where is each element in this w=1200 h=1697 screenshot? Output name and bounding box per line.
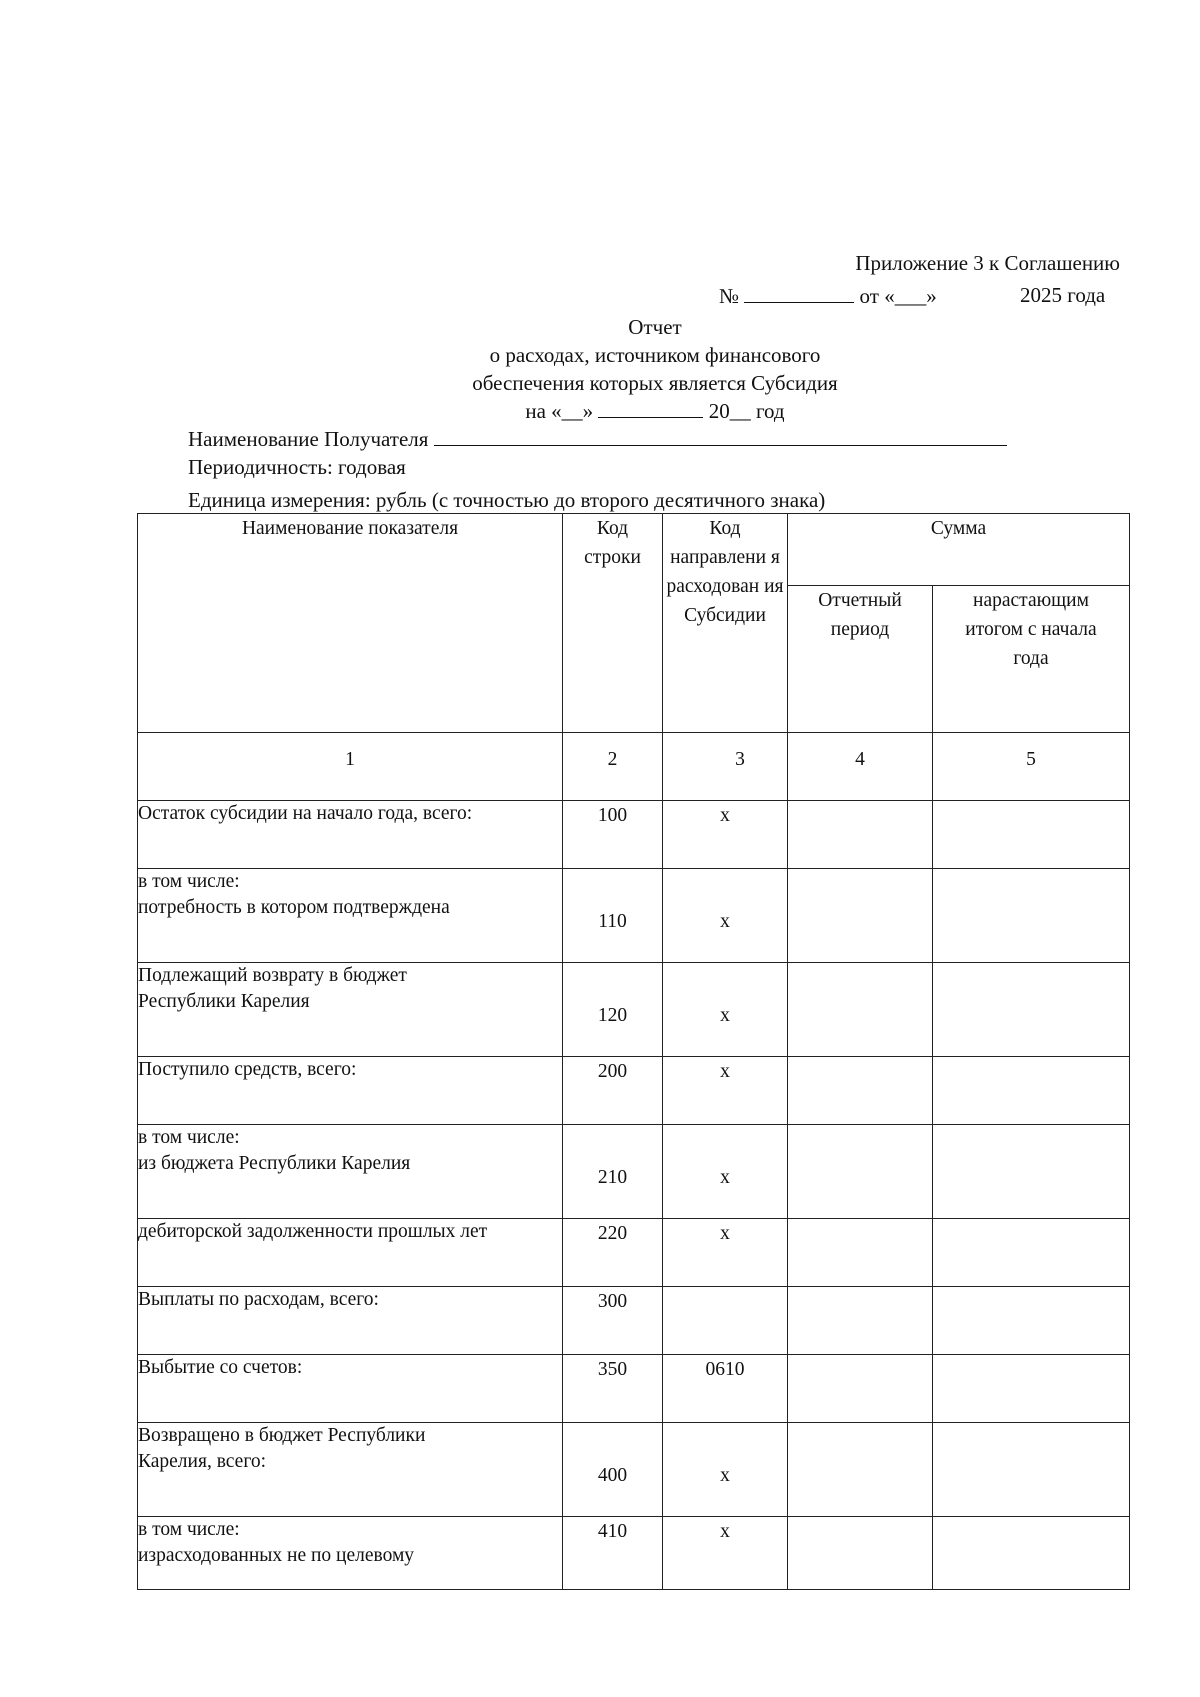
- row-code: 400: [563, 1423, 663, 1517]
- row-indicator-name: Остаток субсидии на начало года, всего:: [138, 801, 563, 869]
- report-date-month-blank[interactable]: [598, 397, 703, 418]
- header-cumulative: нарастающим итогом с начала года: [933, 586, 1130, 733]
- report-date-suffix: год: [755, 399, 785, 423]
- table-row: [138, 869, 1130, 963]
- row-code: 120: [563, 963, 663, 1057]
- agreement-date: от «___»: [859, 284, 937, 308]
- report-date-year: 20__: [708, 399, 751, 423]
- row-direction-code: x: [663, 1517, 788, 1590]
- row-cumulative-value[interactable]: [933, 869, 1130, 963]
- row-direction-code: x: [663, 1423, 788, 1517]
- table-row: [138, 1125, 1130, 1219]
- row-indicator-name: Выплаты по расходам, всего:: [138, 1287, 563, 1355]
- recipient-line: [188, 425, 1007, 452]
- row-cumulative-value[interactable]: [933, 1125, 1130, 1219]
- number-sign: №: [719, 284, 740, 308]
- row-direction-code: x: [663, 1057, 788, 1125]
- table-row: [138, 801, 1130, 869]
- row-direction-code: x: [663, 1125, 788, 1219]
- col-number-3: 3: [663, 733, 788, 801]
- row-cumulative-value[interactable]: [933, 1287, 1130, 1355]
- row-direction-code: x: [663, 963, 788, 1057]
- header-sum: Сумма: [788, 514, 1130, 586]
- row-cumulative-value[interactable]: [933, 801, 1130, 869]
- row-indicator-name: Выбытие со счетов:: [138, 1355, 563, 1423]
- row-indicator-name: Поступило средств, всего:: [138, 1057, 563, 1125]
- row-indicator-name: Подлежащий возврату в бюджет Республики Карелия: [138, 963, 563, 1057]
- header-row-code: Код строки: [563, 514, 663, 733]
- agreement-number-blank[interactable]: [744, 282, 854, 303]
- row-code: 350: [563, 1355, 663, 1423]
- row-direction-code: [663, 1287, 788, 1355]
- row-period-value[interactable]: [788, 1287, 933, 1355]
- row-indicator-name: в том числе: из бюджета Республики Карелия: [138, 1125, 563, 1219]
- header-direction-code: Код направлени я расходован ия Субсидии: [663, 514, 788, 733]
- row-period-value[interactable]: [788, 801, 933, 869]
- row-indicator-name: в том числе: потребность в котором подтверждена: [138, 869, 563, 963]
- appendix-label: Приложение 3 к Соглашению: [855, 251, 1120, 275]
- table-row: [138, 1057, 1130, 1125]
- table-row: [138, 1517, 1130, 1590]
- row-period-value[interactable]: [788, 1423, 933, 1517]
- report-subtitle-1: о расходах, источником финансового: [489, 343, 821, 367]
- recipient-label: Наименование Получателя: [188, 427, 429, 451]
- row-direction-code: x: [663, 801, 788, 869]
- row-cumulative-value[interactable]: [933, 1355, 1130, 1423]
- agreement-number-line: [719, 282, 937, 309]
- measurement-unit: Единица измерения: рубль (с точностью до второго десятичного знака): [188, 488, 826, 512]
- row-code: 210: [563, 1125, 663, 1219]
- header-row-1: [138, 514, 1130, 586]
- row-period-value[interactable]: [788, 1125, 933, 1219]
- report-subtitle-2: обеспечения которых является Субсидия: [472, 371, 838, 395]
- report-date-line: [0, 397, 1200, 424]
- table-row: [138, 1287, 1130, 1355]
- row-period-value[interactable]: [788, 1517, 933, 1590]
- recipient-field[interactable]: [434, 425, 1007, 446]
- table-row: [138, 1423, 1130, 1517]
- row-code: 410: [563, 1517, 663, 1590]
- column-numbers-row: [138, 733, 1130, 801]
- row-cumulative-value[interactable]: [933, 963, 1130, 1057]
- row-direction-code: x: [663, 1219, 788, 1287]
- row-indicator-name: в том числе: израсходованных не по целевому: [138, 1517, 563, 1590]
- row-code: 220: [563, 1219, 663, 1287]
- row-cumulative-value[interactable]: [933, 1057, 1130, 1125]
- report-date-day: на «__»: [525, 399, 594, 423]
- row-cumulative-value[interactable]: [933, 1517, 1130, 1590]
- row-direction-code: x: [663, 869, 788, 963]
- row-period-value[interactable]: [788, 963, 933, 1057]
- row-period-value[interactable]: [788, 1219, 933, 1287]
- periodicity: Периодичность: годовая: [188, 455, 406, 479]
- row-code: 200: [563, 1057, 663, 1125]
- table-row: [138, 1219, 1130, 1287]
- col-number-1: 1: [138, 733, 563, 801]
- table-row: [138, 1355, 1130, 1423]
- row-period-value[interactable]: [788, 1057, 933, 1125]
- report-title: Отчет: [628, 315, 682, 339]
- row-code: 300: [563, 1287, 663, 1355]
- report-table: [137, 513, 1130, 1590]
- row-cumulative-value[interactable]: [933, 1219, 1130, 1287]
- table-row: [138, 963, 1130, 1057]
- row-indicator-name: дебиторской задолженности прошлых лет: [138, 1219, 563, 1287]
- row-code: 110: [563, 869, 663, 963]
- agreement-year: 2025 года: [1020, 283, 1106, 307]
- row-direction-code: 0610: [663, 1355, 788, 1423]
- row-cumulative-value[interactable]: [933, 1423, 1130, 1517]
- col-number-4: 4: [788, 733, 933, 801]
- row-period-value[interactable]: [788, 869, 933, 963]
- header-name: Наименование показателя: [138, 514, 563, 733]
- row-indicator-name: Возвращено в бюджет Республики Карелия, всего:: [138, 1423, 563, 1517]
- col-number-2: 2: [563, 733, 663, 801]
- col-number-5: 5: [933, 733, 1130, 801]
- header-period: Отчетный период: [788, 586, 933, 733]
- row-code: 100: [563, 801, 663, 869]
- row-period-value[interactable]: [788, 1355, 933, 1423]
